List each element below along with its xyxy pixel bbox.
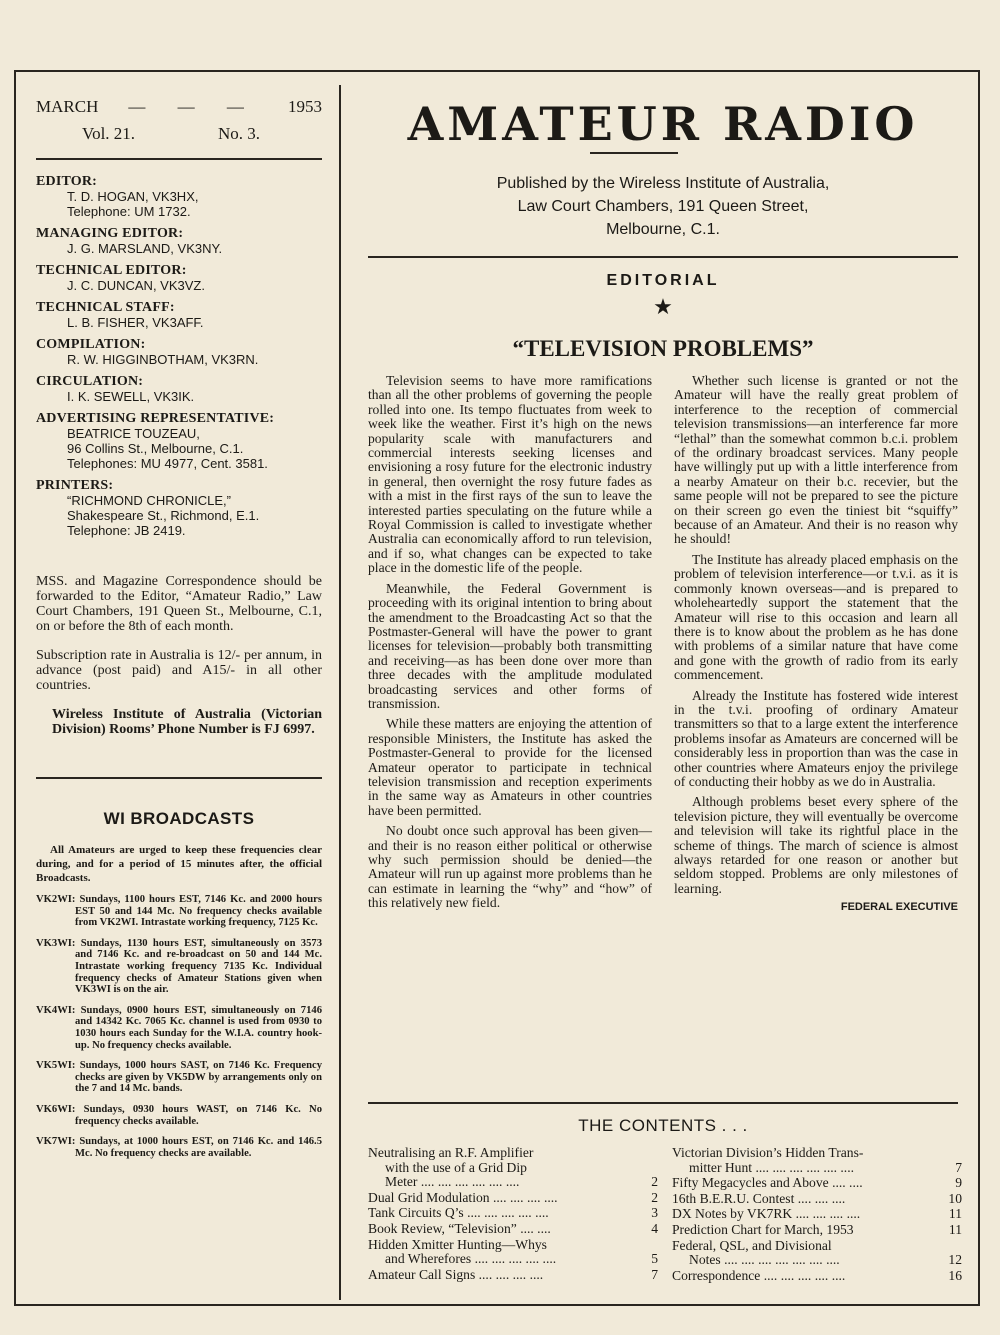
editorial-label: EDITORIAL xyxy=(606,272,720,289)
left-column xyxy=(36,96,322,1159)
editorial-paragraph: Meanwhile, the Federal Government is proceeding with its original intention to bring about the amendment to the Broadcasting Act so that the Postmaster-General will have the power to grant licenses for television—probably both transmitting and receiving—as has been done over more than three decades with the amplitude modulated broadcasting services and other forms of transmission. xyxy=(368,580,652,711)
staff-person: “RICHMOND CHRONICLE,” xyxy=(67,493,231,508)
contents-item-title: 16th B.E.R.U. Contest .... .... .... xyxy=(672,1190,846,1206)
issue-number: No. 3. xyxy=(218,124,261,143)
contents-page-number: 9 xyxy=(955,1175,962,1191)
broadcast-item: VK6WI: Sundays, 0930 hours WAST, on 7146 Kc. No frequency checks available. xyxy=(36,1103,322,1127)
divider xyxy=(36,158,322,160)
contents-item xyxy=(672,1269,962,1284)
editorial-column-2 xyxy=(674,374,958,915)
contents-item xyxy=(368,1238,658,1267)
contents-row xyxy=(368,1161,658,1176)
phone-note: Wireless Institute of Australia (Victorian Division) Rooms’ Phone Number is FJ 6997. xyxy=(52,707,322,737)
contents-page-number: 4 xyxy=(651,1220,658,1236)
editorial-paragraph: Although problems beset every sphere of the television picture, they will eventually be overcome and television will take its rightful place in the scheme of things. The march of science is almost always retarded for one reason or another but seldom stopped. Problems are only milestones of learning. xyxy=(674,794,958,896)
broadcast-item: VK4WI: Sundays, 0900 hours EST, simultaneously on 7146 and 14342 Kc. 7065 Kc. channel is used from 0930 to 1030 hours each Sunday for the W.I.A. country hook-up. No frequency checks available. xyxy=(36,1004,322,1051)
editorial-paragraph: The Institute has already placed emphasis on the problem of television interference—or t.v.i. as it is commonly known overseas—and is prepared to wholeheartedly support the statement that the Amateur will rise to this occasion and learn all there is to know about the problem as he has done with problems of a similar nature that have come and gone with the growth of radio from its early commencement. xyxy=(674,551,958,683)
contents-page-number: 11 xyxy=(948,1221,962,1237)
subscription-note: Subscription rate in Australia is 12/- per annum, in advance (post paid) and A15/- in all other countries. xyxy=(36,648,322,693)
editorial-paragraph: Television seems to have more ramifications than all the other problems of governing the people rolled into one. Its tempo fluctuates from week to week like the weather. First it’s high on the news popularity scale with manufacturers and commercial interests seeking licenses and envisioning a rosy future for the electronic industry in general, then overnight the rosy future fades as with a mist in the first rays of the sun to leave the interested parties speculating on the future while a Royal Commission is called to investigate whether Australia can economically afford to run television, and if so, what changes can be expected to take place in the domestic life of the people. xyxy=(368,373,652,576)
staff-person: R. W. HIGGINBOTHAM, VK3RN. xyxy=(67,352,259,367)
editorial-paragraph: No doubt once such approval has been given—and their is no reason either political or otherwise why such permission should be denied—the Amateur will run up against more problems than he can estimate in learning the “why” and “how” of this relatively new field. xyxy=(368,823,652,911)
staff-list xyxy=(36,174,322,538)
contents-item-title: and Wherefores .... .... .... .... .... xyxy=(385,1251,557,1267)
broadcasts-title: WI BROADCASTS xyxy=(103,809,255,828)
staff-person: 96 Collins St., Melbourne, C.1. xyxy=(67,441,244,456)
contents-row xyxy=(368,1146,658,1161)
issue-year: 1953 xyxy=(287,97,322,116)
contents-row xyxy=(672,1146,962,1161)
contents-page-number: 2 xyxy=(651,1174,658,1190)
contents-item-title: Notes .... .... .... .... .... .... .... xyxy=(689,1252,840,1268)
contents-list-left xyxy=(368,1146,658,1283)
issue-date xyxy=(36,96,322,117)
staff-role: MANAGING EDITOR: xyxy=(36,226,184,241)
staff-role: COMPILATION: xyxy=(36,337,146,352)
staff-person: Telephones: MU 4977, Cent. 3581. xyxy=(67,456,268,471)
contents-item-title: Prediction Chart for March, 1953 xyxy=(672,1221,854,1237)
divider xyxy=(368,256,958,258)
staff-person: Telephone: JB 2419. xyxy=(67,523,186,538)
mss-note: MSS. and Magazine Correspondence should be forwarded to the Editor, “Amateur Radio,” Law Court Chambers, 191 Queen St., Melbourne, C.1, on or before the 8th of each month. xyxy=(36,574,322,634)
staff-role: PRINTERS: xyxy=(36,478,114,493)
contents-item xyxy=(368,1206,658,1221)
contents-item-title: Hidden Xmitter Hunting—Whys xyxy=(368,1236,547,1252)
editorial-column-1 xyxy=(368,374,652,917)
publisher-line: Published by the Wireless Institute of Australia, xyxy=(496,175,830,192)
publisher-info xyxy=(366,172,960,241)
editorial-paragraph: Already the Institute has fostered wide interest in the t.v.i. proofing of ordinary Amateur transmitters so that to a large extent the interference problems insofar as Amateurs are concerned will be considerably less in proportion than was the case in other countries where Amateurs enjoy the privilege of conducting their hobby as we do in Australia. xyxy=(674,687,958,789)
contents-item-title: mitter Hunt .... .... .... .... .... .... xyxy=(689,1159,855,1175)
staff-role: TECHNICAL EDITOR: xyxy=(36,263,187,278)
staff-person: L. B. FISHER, VK3AFF. xyxy=(67,315,204,330)
publisher-line: Melbourne, C.1. xyxy=(606,221,720,238)
contents-item-title: Fifty Megacycles and Above .... .... xyxy=(672,1175,863,1191)
staff-person: Shakespeare St., Richmond, E.1. xyxy=(67,508,260,523)
contents-item-title: DX Notes by VK7RK .... .... .... .... xyxy=(672,1206,861,1222)
contents-page-number: 7 xyxy=(955,1159,962,1175)
contents-row xyxy=(672,1269,962,1284)
issue-dashes: — — — xyxy=(128,97,258,116)
broadcast-list xyxy=(36,894,322,1159)
contents-item-title: Meter .... .... .... .... .... .... xyxy=(385,1174,520,1190)
staff-person: I. K. SEWELL, VK3IK. xyxy=(67,389,195,404)
contents-item-title: Correspondence .... .... .... .... .... xyxy=(672,1267,846,1283)
staff-person: BEATRICE TOUZEAU, xyxy=(67,426,200,441)
contents-row xyxy=(368,1252,658,1267)
contents-row xyxy=(672,1223,962,1238)
contents-page-number: 2 xyxy=(651,1189,658,1205)
editorial-paragraph: While these matters are enjoying the attention of responsible Ministers, the Institute has asked the Postmaster-General to provide for the licensed Amateur operator to participate in technical television transmission and reception experiments in the same way as Amateurs in other countries have been permitted. xyxy=(368,716,652,818)
contents-page-number: 10 xyxy=(948,1190,962,1206)
contents-row xyxy=(368,1268,658,1283)
contents-item xyxy=(368,1191,658,1206)
contents-row xyxy=(368,1191,658,1206)
broadcast-item: VK7WI: Sundays, at 1000 hours EST, on 7146 Kc. and 146.5 Mc. No frequency checks are available. xyxy=(36,1136,322,1159)
contents-item-title: Amateur Call Signs .... .... .... .... xyxy=(368,1266,544,1282)
broadcast-item: VK3WI: Sundays, 1130 hours EST, simultaneously on 3573 and 7146 Kc. and re-broadcast on 50 and 144 Mc. Intrastate working frequency 7135 Kc. Individual frequency checks of Amateur Stations given when VK3WI is on the air. xyxy=(36,937,322,996)
contents-page-number: 11 xyxy=(948,1206,962,1222)
contents-item xyxy=(368,1146,658,1190)
contents-item xyxy=(672,1223,962,1238)
contents-row xyxy=(672,1207,962,1222)
divider xyxy=(368,1102,958,1104)
contents-row xyxy=(368,1238,658,1253)
contents-row xyxy=(672,1239,962,1254)
broadcast-item: VK5WI: Sundays, 1000 hours SAST, on 7146 Kc. Frequency checks are given by VK5DW by arrangements only on the 7 and 14 Mc. bands. xyxy=(36,1060,322,1095)
contents-row xyxy=(368,1206,658,1221)
contents-page-number: 5 xyxy=(651,1251,658,1267)
contents-item-title: with the use of a Grid Dip xyxy=(385,1159,527,1175)
divider xyxy=(36,777,322,779)
editorial-signoff: FEDERAL EXECUTIVE xyxy=(840,901,958,914)
contents-item xyxy=(672,1192,962,1207)
contents-item xyxy=(672,1146,962,1175)
staff-role: ADVERTISING REPRESENTATIVE: xyxy=(36,411,275,426)
staff-person: T. D. HOGAN, VK3HX, xyxy=(67,189,199,204)
contents-item xyxy=(368,1222,658,1237)
broadcast-item: VK2WI: Sundays, 1100 hours EST, 7146 Kc. and 2000 hours EST 50 and 144 Mc. No frequency checks available from VK2WI. Intrastate working frequency, 7125 Kc. xyxy=(36,894,322,929)
masthead-rule xyxy=(590,152,678,154)
contents-item-title: Dual Grid Modulation .... .... .... .... xyxy=(368,1189,558,1205)
publisher-line: Law Court Chambers, 191 Queen Street, xyxy=(517,198,809,215)
contents-page-number: 16 xyxy=(948,1267,962,1283)
masthead-title: AMATEUR RADIO xyxy=(407,97,919,151)
contents-page-number: 3 xyxy=(651,1205,658,1221)
broadcasts-intro: All Amateurs are urged to keep these frequencies clear during, and for a period of 15 minutes after, the official Broadcasts. xyxy=(36,844,322,884)
contents-item xyxy=(672,1176,962,1191)
issue-month: MARCH xyxy=(36,97,99,116)
editorial-headline: “TELEVISION PROBLEMS” xyxy=(512,336,814,361)
contents-row xyxy=(368,1222,658,1237)
contents-row xyxy=(672,1192,962,1207)
contents-page-number: 12 xyxy=(948,1252,962,1268)
contents-item-title: Book Review, “Television” .... .... xyxy=(368,1220,551,1236)
staff-person: J. G. MARSLAND, VK3NY. xyxy=(67,241,223,256)
column-divider xyxy=(339,85,341,1300)
contents-item-title: Federal, QSL, and Divisional xyxy=(672,1237,832,1253)
contents-item-title: Victorian Division’s Hidden Trans- xyxy=(672,1145,864,1160)
staff-role: TECHNICAL STAFF: xyxy=(36,300,175,315)
contents-list-right xyxy=(672,1146,962,1284)
contents-item-title: Neutralising an R.F. Amplifier xyxy=(368,1145,534,1160)
issue-volume xyxy=(36,123,322,144)
contents-row xyxy=(672,1253,962,1268)
staff-person: Telephone: UM 1732. xyxy=(67,204,191,219)
staff-role: EDITOR: xyxy=(36,174,98,189)
staff-role: CIRCULATION: xyxy=(36,374,144,389)
contents-row xyxy=(368,1175,658,1190)
staff-person: J. C. DUNCAN, VK3VZ. xyxy=(67,278,205,293)
contents-row xyxy=(672,1176,962,1191)
contents-item xyxy=(672,1239,962,1268)
star-icon: ★ xyxy=(653,294,673,319)
contents-page-number: 7 xyxy=(651,1266,658,1282)
volume-number: Vol. 21. xyxy=(82,124,136,143)
contents-row xyxy=(672,1161,962,1176)
contents-item xyxy=(672,1207,962,1222)
contents-item-title: Tank Circuits Q’s .... .... .... .... .... xyxy=(368,1205,549,1221)
editorial-paragraph: Whether such license is granted or not the Amateur will have the really great problem of interference to the reception of commercial television transmissions—an interference far more “lethal” than the somewhat common b.c.i. problem of the ordinary broadcast services. Many people have willingly put up with a little interference from a nearby Amateur on their b.c. recevier, but the same people will not be prepared to see the picture on their screen go even the tiniest bit “squiffy” because of an Amateur. And their is no reason why he should! xyxy=(674,373,958,547)
contents-title: THE CONTENTS . . . xyxy=(578,1116,748,1135)
contents-item xyxy=(368,1268,658,1283)
